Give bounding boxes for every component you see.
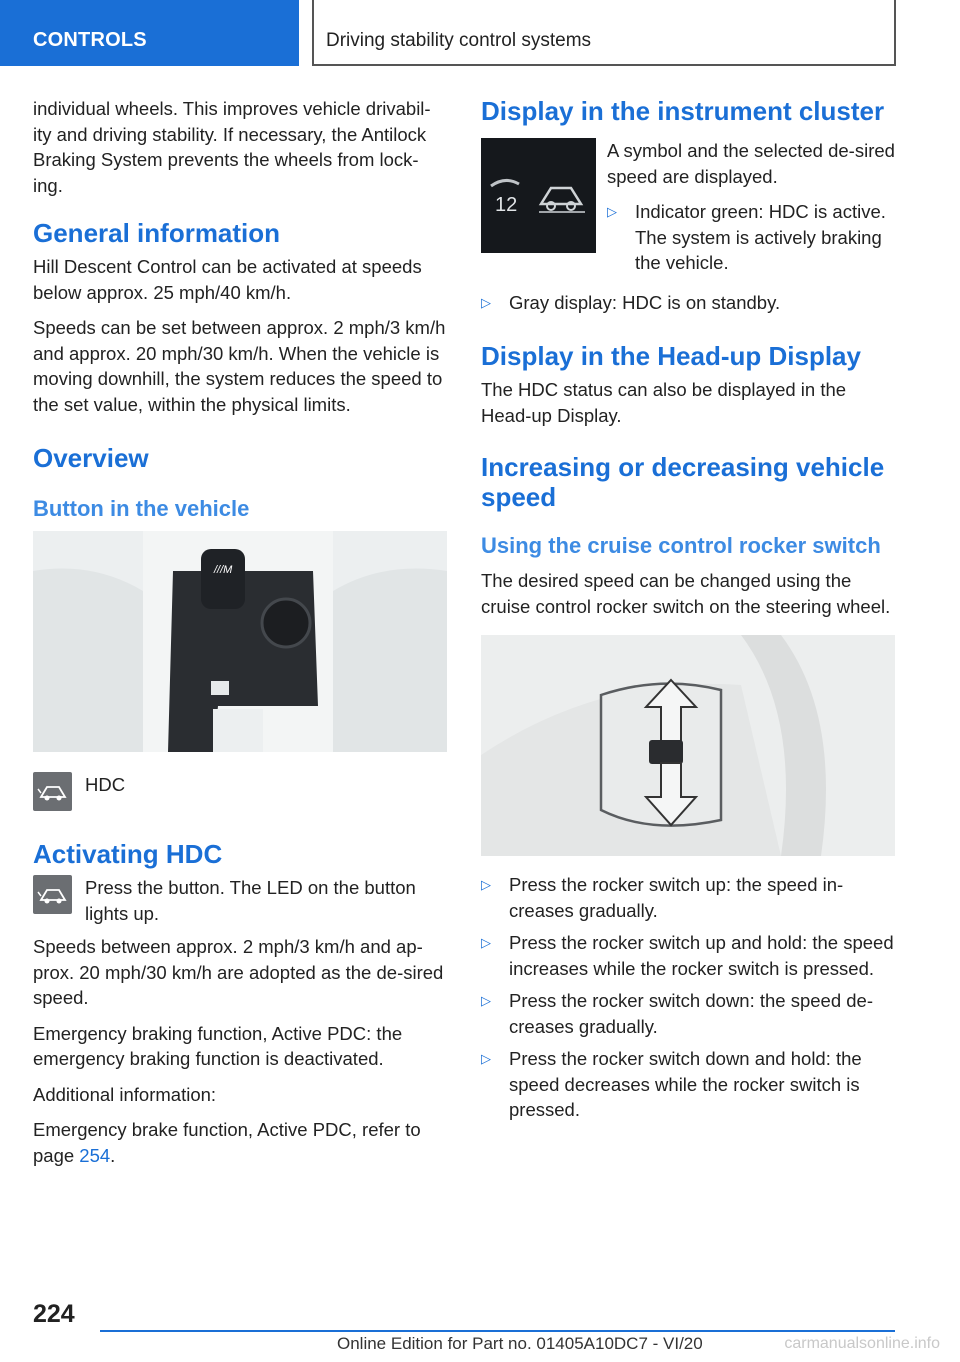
section-tab bbox=[0, 0, 299, 66]
activating-hdc-heading: Activating HDC bbox=[33, 839, 223, 869]
instrument-cluster-paragraph: A symbol and the selected de-sired speed are displayed. bbox=[607, 140, 895, 187]
cluster-block bbox=[481, 138, 895, 286]
page-reference-link[interactable]: 254 bbox=[79, 1144, 111, 1166]
instrument-cluster-heading: Display in the instrument cluster bbox=[481, 96, 885, 126]
right-column bbox=[481, 96, 895, 1133]
edition-info: Online Edition for Part no. 01405A10DC7 - VI/20 bbox=[337, 1334, 703, 1353]
hdc-button-row bbox=[33, 772, 447, 811]
list-item: ▷ Gray display: HDC is on standby. bbox=[481, 290, 895, 316]
activating-paragraph-1: Speeds between approx. 2 mph/3 km/h and ap-prox. 20 mph/30 km/h are adopted as the de-sired speed. bbox=[33, 936, 444, 1008]
activating-instruction: Press the button. The LED on the button lights up. bbox=[85, 877, 416, 924]
activating-paragraph-3: Additional information: bbox=[33, 1083, 217, 1105]
overview-heading: Overview bbox=[33, 443, 149, 473]
intro-paragraph: individual wheels. This improves vehicle drivabil-ity and driving stability. If necessary, the Antilock Braking System prevents the wheels from lock-ing. bbox=[33, 98, 431, 196]
list-item: ▷ Press the rocker switch up: the speed in-creases gradually. bbox=[481, 872, 895, 923]
activating-icon-row bbox=[33, 875, 447, 926]
section-title: CONTROLS bbox=[33, 29, 147, 51]
indicator-list bbox=[607, 199, 895, 276]
chapter-title: Driving stability control systems bbox=[326, 30, 592, 51]
indicator-list-continued bbox=[481, 290, 895, 316]
button-in-vehicle-heading: Button in the vehicle bbox=[33, 496, 250, 521]
rocker-switch-list bbox=[481, 872, 895, 1123]
hdc-icon bbox=[33, 772, 72, 811]
speed-heading: Increasing or decreasing vehicle speed bbox=[481, 452, 885, 512]
steering-wheel-image bbox=[481, 635, 895, 856]
hud-paragraph: The HDC status can also be displayed in the Head-up Display. bbox=[481, 379, 847, 426]
list-item: ▷ Indicator green: HDC is active. The system is actively braking the vehicle. bbox=[607, 199, 895, 276]
hud-heading: Display in the Head-up Display bbox=[481, 341, 861, 371]
left-column bbox=[33, 96, 447, 1178]
cluster-display-image bbox=[481, 138, 596, 253]
header-underline bbox=[312, 64, 896, 66]
general-paragraph-1: Hill Descent Control can be activated at speeds below approx. 25 mph/40 km/h. bbox=[33, 256, 422, 303]
page-number: 224 bbox=[33, 1300, 75, 1328]
rocker-paragraph: The desired speed can be changed using the cruise control rocker switch on the steering wheel. bbox=[481, 570, 891, 617]
hdc-icon bbox=[33, 875, 72, 914]
activating-paragraph-4: Emergency brake function, Active PDC, refer to page 254. bbox=[33, 1119, 421, 1166]
list-item: ▷ Press the rocker switch down: the speed de-creases gradually. bbox=[481, 988, 895, 1039]
general-paragraph-2: Speeds can be set between approx. 2 mph/3 km/h and approx. 20 mph/30 km/h. When the vehicle is moving downhill, the system reduces the speed to the set value, within the physical limits. bbox=[33, 317, 446, 415]
cluster-speed-readout: 12 bbox=[495, 194, 518, 216]
header-divider-right bbox=[894, 0, 896, 66]
center-console-image bbox=[33, 531, 447, 752]
hdc-label: HDC bbox=[85, 774, 126, 795]
header-divider bbox=[312, 0, 314, 66]
rocker-switch-heading: Using the cruise control rocker switch bbox=[481, 533, 881, 558]
list-item: ▷ Press the rocker switch up and hold: the speed increases while the rocker switch is pressed. bbox=[481, 930, 895, 981]
list-item: ▷ Press the rocker switch down and hold: the speed decreases while the rocker switch is pressed. bbox=[481, 1046, 895, 1123]
footer-rule bbox=[100, 1330, 895, 1332]
watermark: carmanualsonline.info bbox=[784, 1335, 940, 1352]
activating-paragraph-2: Emergency braking function, Active PDC: the emergency braking function is deactivated. bbox=[33, 1022, 403, 1069]
svg-text:///M: ///M bbox=[214, 564, 233, 576]
general-information-heading: General information bbox=[33, 218, 281, 248]
